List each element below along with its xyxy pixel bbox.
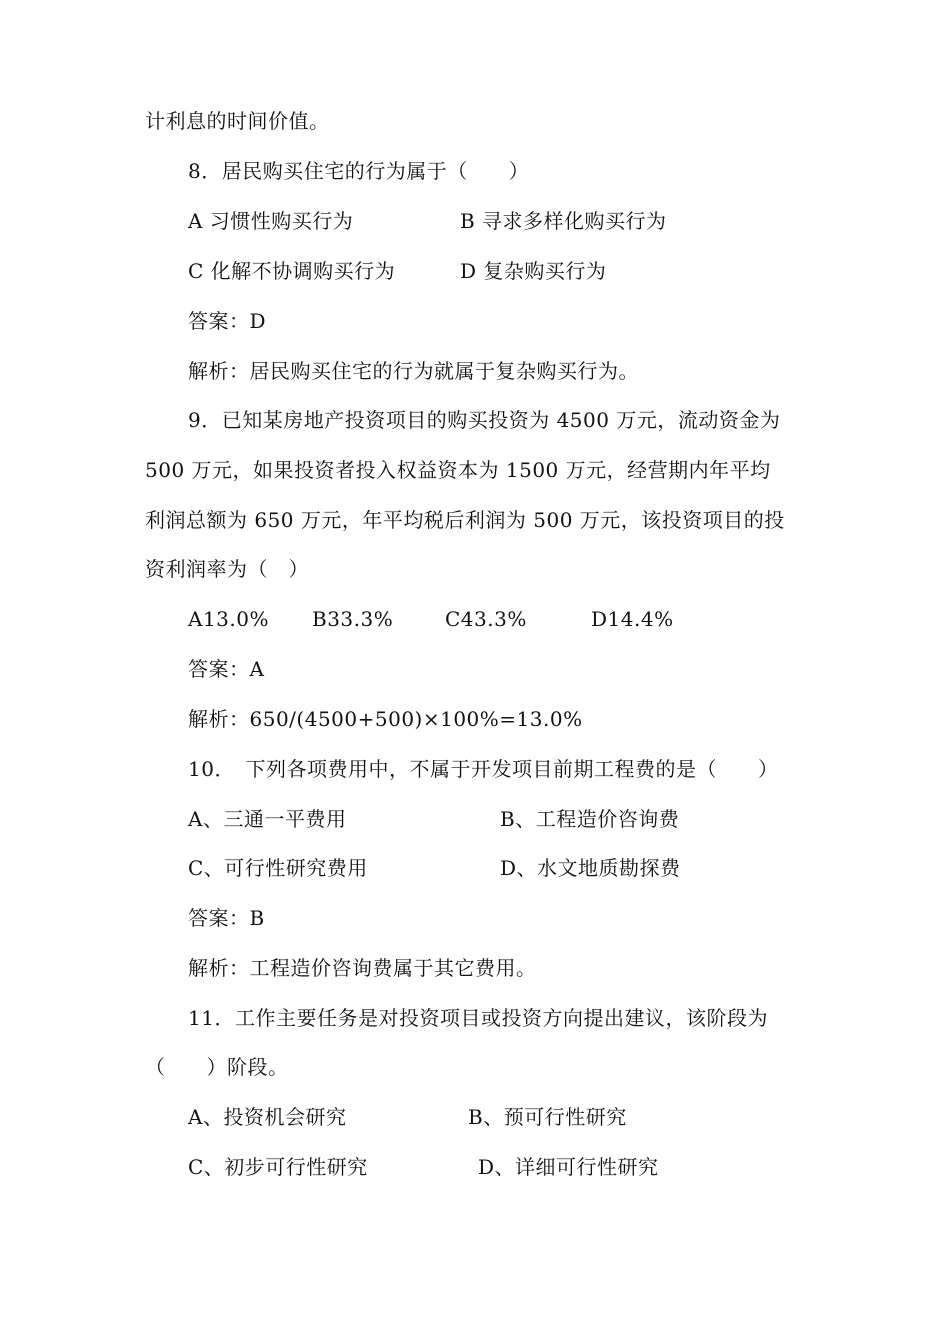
- q9-question-line-3: 利润总额为 650 万元，年平均税后利润为 500 万元，该投资项目的投: [145, 508, 785, 532]
- q8-option-d: D 复杂购买行为: [460, 259, 607, 283]
- continuation-text: 计利息的时间价值。: [145, 109, 330, 133]
- q10-option-a: A、三通一平费用: [188, 807, 347, 831]
- q9-question-line-2: 500 万元，如果投资者投入权益资本为 1500 万元，经营期内年平均: [145, 458, 771, 482]
- q11-option-a: A、投资机会研究: [188, 1105, 347, 1129]
- q9-option-c: C43.3%: [445, 607, 527, 631]
- q9-option-d: D14.4%: [591, 607, 674, 631]
- q10-answer: 答案：B: [188, 906, 265, 930]
- q9-answer: 答案：A: [188, 657, 265, 681]
- q9-option-b: B33.3%: [312, 607, 394, 631]
- q8-option-b: B 寻求多样化购买行为: [460, 209, 667, 233]
- q9-analysis: 解析：650/(4500+500)×100%=13.0%: [188, 707, 583, 731]
- q8-question: 8．居民购买住宅的行为属于（ ）: [188, 159, 530, 183]
- q9-question-line-4: 资利润率为（ ）: [145, 557, 309, 581]
- q11-option-d: D、详细可行性研究: [478, 1155, 659, 1179]
- q8-option-a: A 习惯性购买行为: [188, 209, 354, 233]
- q10-option-b: B、工程造价咨询费: [500, 807, 680, 831]
- q8-option-c: C 化解不协调购买行为: [188, 259, 396, 283]
- q11-question-line-1: 11．工作主要任务是对投资项目或投资方向提出建议，该阶段为: [188, 1006, 768, 1030]
- q10-option-c: C、可行性研究费用: [188, 856, 368, 880]
- q11-question-line-2: （ ）阶段。: [145, 1055, 289, 1079]
- q10-question: 10． 下列各项费用中，不属于开发项目前期工程费的是（ ）: [188, 757, 779, 781]
- q10-option-d: D、水文地质勘探费: [500, 856, 681, 880]
- q9-option-a: A13.0%: [188, 607, 269, 631]
- q8-analysis: 解析：居民购买住宅的行为就属于复杂购买行为。: [188, 359, 639, 383]
- q9-question-line-1: 9．已知某房地产投资项目的购买投资为 4500 万元，流动资金为: [188, 408, 781, 432]
- q11-option-c: C、初步可行性研究: [188, 1155, 368, 1179]
- q10-analysis: 解析：工程造价咨询费属于其它费用。: [188, 956, 537, 980]
- q11-option-b: B、预可行性研究: [468, 1105, 627, 1129]
- q8-answer: 答案：D: [188, 309, 267, 333]
